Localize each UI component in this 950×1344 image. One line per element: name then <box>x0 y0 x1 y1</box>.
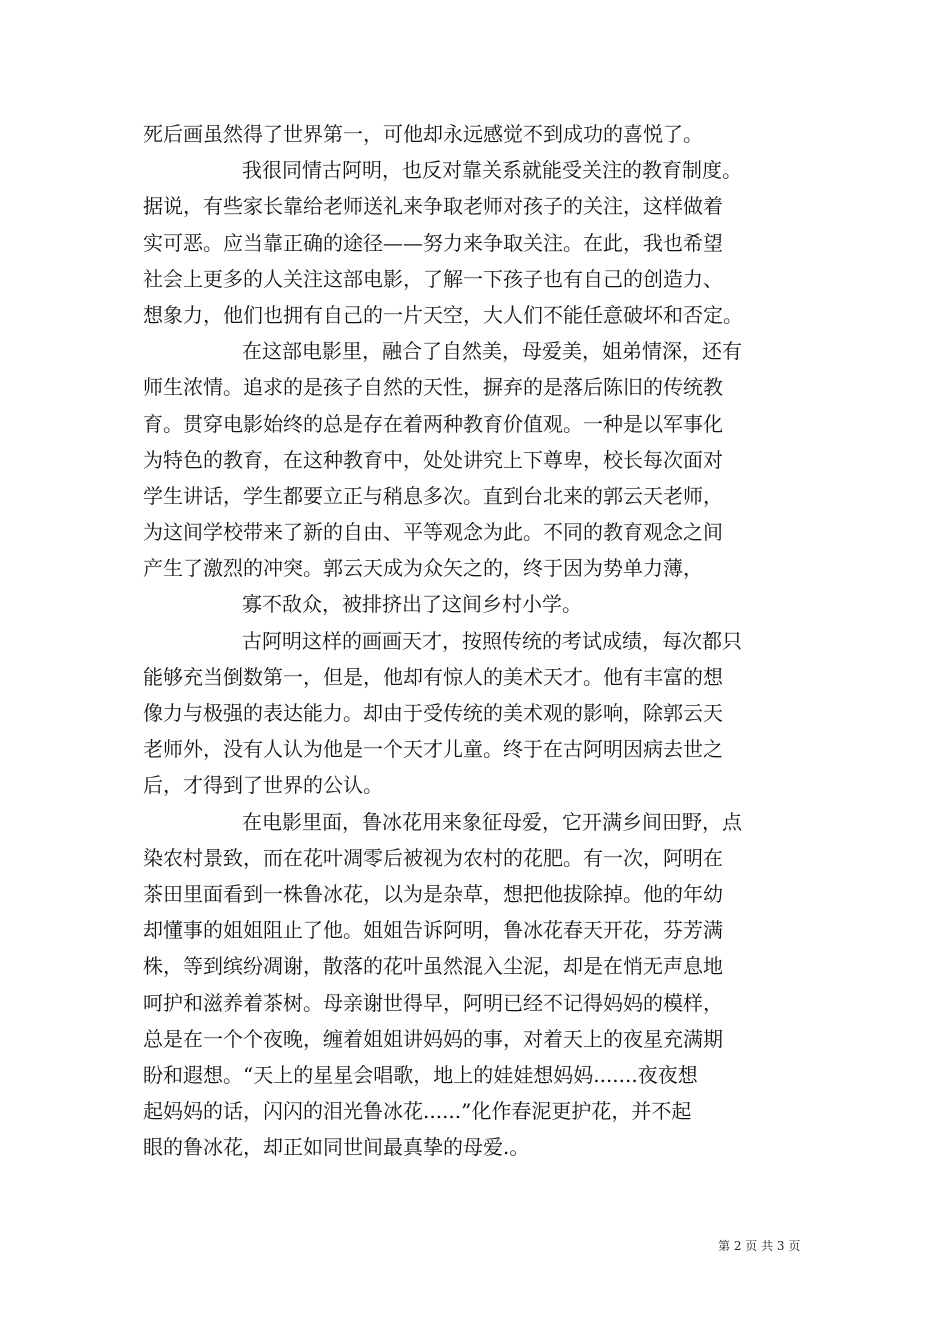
page-number-footer: 第 2 页 共 3 页 <box>718 1239 801 1253</box>
body-text <box>143 116 811 1165</box>
text-line: 株，等到缤纷凋谢，散落的花叶虽然混入尘泥，却是在悄无声息地 <box>143 954 723 979</box>
text-line: 学生讲话，学生都要立正与稍息多次。直到台北来的郭云天老师， <box>143 483 723 508</box>
text-line: 我很同情古阿明，也反对靠关系就能受关注的教育制度。 <box>242 158 742 183</box>
text-line: 却懂事的姐姐阻止了他。姐姐告诉阿明，鲁冰花春天开花，芬芳满 <box>143 918 723 943</box>
text-line: 总是在一个个夜晚，缠着姐姐讲妈妈的事，对着天上的夜星充满期 <box>143 1026 723 1051</box>
text-line: 像力与极强的表达能力。却由于受传统的美术观的影响，除郭云天 <box>143 701 723 725</box>
text-line: 社会上更多的人关注这部电影，了解一下孩子也有自己的创造力、 <box>143 266 723 291</box>
text-line: 为特色的教育，在这种教育中，处处讲究上下尊卑，校长每次面对 <box>143 447 723 472</box>
text-line: 茶田里面看到一株鲁冰花，以为是杂草，想把他拔除掉。他的年幼 <box>143 881 723 906</box>
text-line: 育。贯穿电影始终的总是存在着两种教育价值观。一种是以军事化 <box>143 411 723 436</box>
text-line: 染农村景致，而在花叶凋零后被视为农村的花肥。有一次，阿明在 <box>143 845 723 870</box>
text-line: 老师外，没有人认为他是一个天才儿童。终于在古阿明因病去世之 <box>143 737 723 762</box>
text-line: 寡不敌众，被排挤出了这间乡村小学。 <box>242 592 582 617</box>
text-line: 古阿明这样的画画天才，按照传统的考试成绩，每次都只 <box>242 628 742 653</box>
text-line: 盼和遐想。“天上的星星会唱歌，地上的娃娃想妈妈.......夜夜想 <box>143 1062 698 1087</box>
text-line: 在这部电影里，融合了自然美，母爱美，姐弟情深，还有 <box>242 339 742 364</box>
text-line: 实可恶。应当靠正确的途径——努力来争取关注。在此，我也希望 <box>143 230 723 255</box>
text-line: 能够充当倒数第一，但是，他却有惊人的美术天才。他有丰富的想 <box>143 664 723 689</box>
text-line: 死后画虽然得了世界第一，可他却永远感觉不到成功的喜悦了。 <box>143 122 703 146</box>
text-line: 眼的鲁冰花，却正如同世间最真挚的母爱.。 <box>143 1135 530 1160</box>
text-line: 想象力，他们也拥有自己的一片天空，大人们不能任意破坏和否定。 <box>143 302 743 327</box>
text-line: 后，才得到了世界的公认。 <box>143 773 383 798</box>
text-line: 据说，有些家长靠给老师送礼来争取老师对孩子的关注，这样做着 <box>143 194 723 219</box>
text-line: 呵护和滋养着茶树。母亲谢世得早，阿明已经不记得妈妈的模样， <box>143 990 723 1015</box>
text-line: 师生浓情。追求的是孩子自然的天性，摒弃的是落后陈旧的传统教 <box>143 375 723 400</box>
text-line: 起妈妈的话，闪闪的泪光鲁冰花......”化作春泥更护花，并不起 <box>143 1099 692 1124</box>
text-line: 产生了激烈的冲突。郭云天成为众矢之的，终于因为势单力薄， <box>143 556 703 581</box>
text-line: 为这间学校带来了新的自由、平等观念为此。不同的教育观念之间 <box>143 520 723 545</box>
text-line: 在电影里面，鲁冰花用来象征母爱，它开满乡间田野，点 <box>242 809 742 834</box>
